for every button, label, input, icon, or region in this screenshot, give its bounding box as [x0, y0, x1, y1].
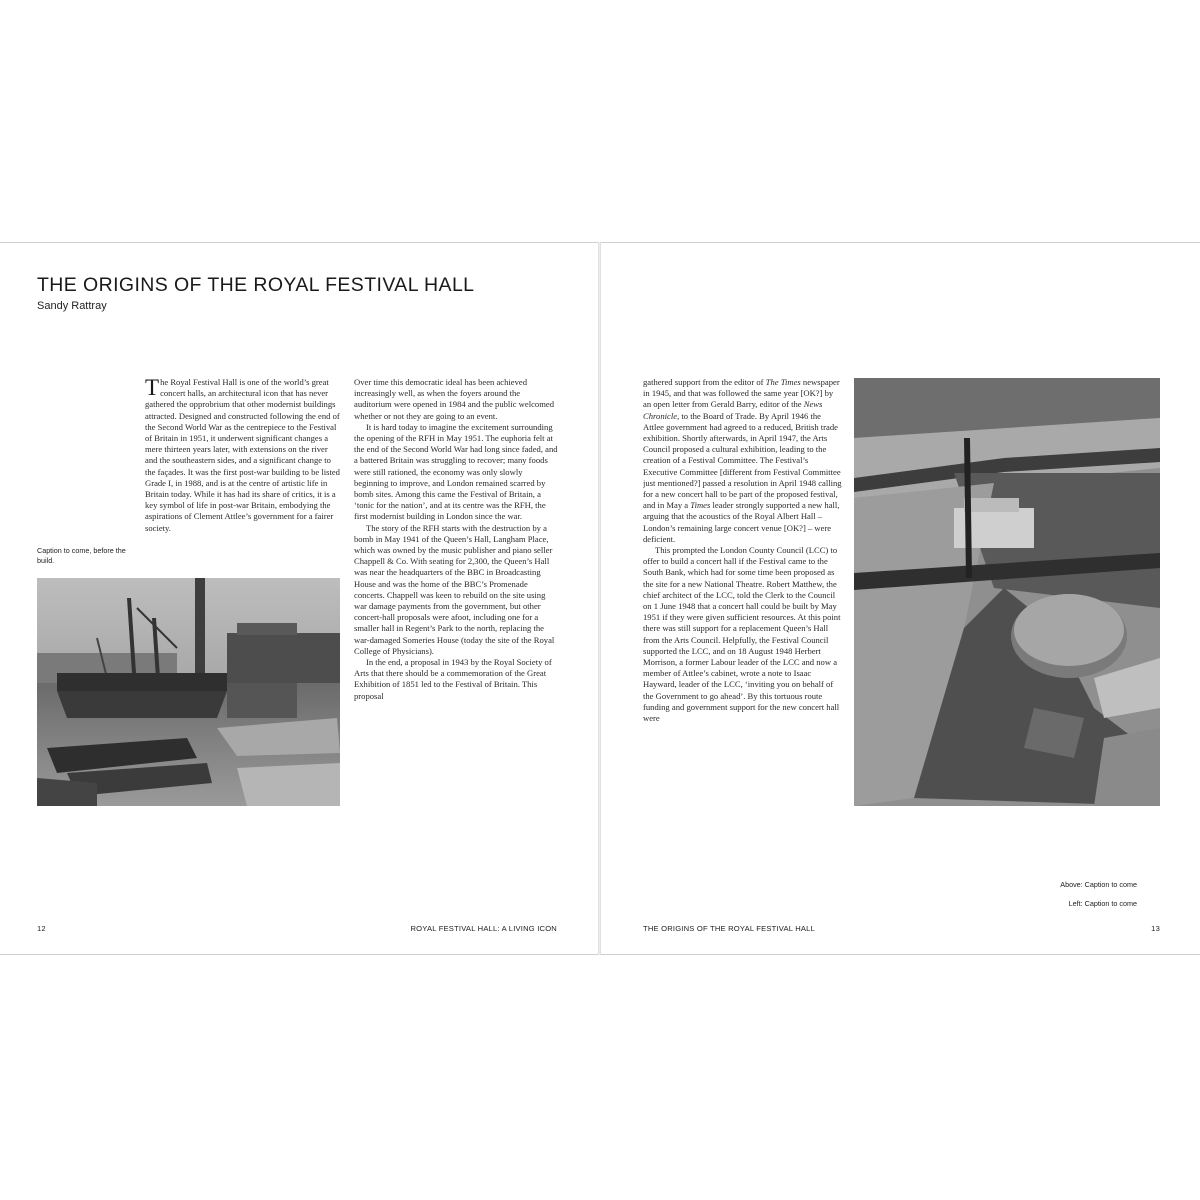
paragraph: The story of the RFH starts with the destruction by a bomb in May 1941 of the Queen’s Hall, Langham Place, which was owned by the music publisher and piano seller Chappell & Co. With seating for 2,300, the Queen’s Hall was near the headquarters of the BBC in Broadcasting House and was the home of the BBC’s Promenade concerts. Chappell was keen to rebuild on the site using war damage payments from the government, but other concert-hall proposals were afoot, including one for a smaller hall in Regent’s Park to the north, replacing the war-damaged Someries House (today the site of the Royal College of Physicians). [354, 522, 555, 656]
running-head-right: THE ORIGINS OF THE ROYAL FESTIVAL HALL [643, 924, 816, 933]
intro-paragraph-text: he Royal Festival Hall is one of the world’s great concert halls, an architectural icon that has never gathered the opprobrium that other modernist buildings attracted. Designed and constructed following the end of the Second World War as the centrepiece to the Festival of Britain in 1951, it underwent significant changes a mere thirteen years later, with extensions on the river and the southeastern sides, and a significant change to the façades. It was the first post-war building to be listed Grade I, in 1988, and is at the centre of artistic life in Britain today. While it has had its share of critics, it is a key symbol of life in post-war Britain, embodying the aspirations of Clement Attlee’s government for a fairer society. [145, 377, 340, 533]
photo-caption-left: Caption to come, before the build. [37, 546, 126, 565]
book-gutter [598, 242, 601, 955]
paragraph: It is hard today to imagine the excitement surrounding the opening of the RFH in May 1951. The euphoria felt at the end of the Second World War had long since faded, and a battered Britain was struggling to recover; many foods were still rationed, the economy was only slowly beginning to improve, and London remained scarred by bomb sites. Among this came the Festival of Britain, a ‘tonic for the nation’, and at its centre was the RFH, the first modernist building in London since the war. [354, 421, 558, 522]
author-name: Sandy Rattray [37, 300, 107, 312]
text-column-2 [354, 377, 559, 809]
text-column-1 [145, 377, 341, 567]
paragraph: In the end, a proposal in 1943 by the Royal Society of Arts that there should be a commemoration of the Great Exhibition of 1851 led to the Festival of Britain. This proposal [354, 657, 552, 701]
photo-caption-above: Above: Caption to come [1060, 880, 1137, 889]
paragraph: This prompted the London County Council (LCC) to offer to build a concert hall if the Festival came to the South Bank, which had for some time been proposed as the site for a new National Theatre. Robert Matthew, the chief architect of the LCC, told the Clerk to the Council on 1 June 1948 that a concert hall could be built by May 1951 if they were given sufficient resources. At this point there was still support for a replacement Queen’s Hall from the Arts Council. Helpfully, the Festival Council supported the LCC, and on 18 August 1948 Herbert Morrison, a former Labour leader of the LCC and now a member of Attlee’s cabinet, wrote a note to Isaac Hayward, leader of the LCC, ‘inviting you on behalf of the Government to go ahead’. By this tortuous route funding and government support for the new concert hall were [643, 545, 841, 724]
text-column-3 [643, 377, 843, 809]
page-number-left: 12 [37, 924, 46, 933]
paragraph: Over time this democratic ideal has been achieved increasingly well, as when the foyers around the auditorium were opened in 1984 and the public welcomed whether or not they are going to an event. [354, 377, 554, 421]
running-head-left: ROYAL FESTIVAL HALL: A LIVING ICON [410, 924, 557, 933]
paragraph: gathered support from the editor of The Times newspaper in 1945, and that was followed the same year [OK?] by an open letter from Gerald Barry, editor of the News Chronicle, to the Board of Trade. By April 1946 the Attlee government had agreed to a reduced, British trade exhibition. Shortly afterwards, in April 1947, the Arts Council proposed a cultural exhibition, leading to the creation of a Festival Committee. The Festival’s Executive Committee [different from Festival Committee just mentioned?] passed a resolution in April 1948 calling for a new concert hall to be part of the proposed festival, and in May a Times leader strongly supported a new hall, arguing that the acoustics of the Royal Albert Hall – London’s remaining large concert venue [OK?] – were deficient. [643, 377, 842, 544]
photo-caption-left-ref: Left: Caption to come [1068, 899, 1137, 908]
chapter-title: THE ORIGINS OF THE ROYAL FESTIVAL HALL [37, 274, 475, 296]
aerial-photo [854, 378, 1160, 806]
bomb-site-photo [37, 578, 340, 806]
page-number-right: 13 [1151, 924, 1160, 933]
intro-paragraph [145, 377, 341, 534]
drop-cap: T [145, 377, 160, 400]
